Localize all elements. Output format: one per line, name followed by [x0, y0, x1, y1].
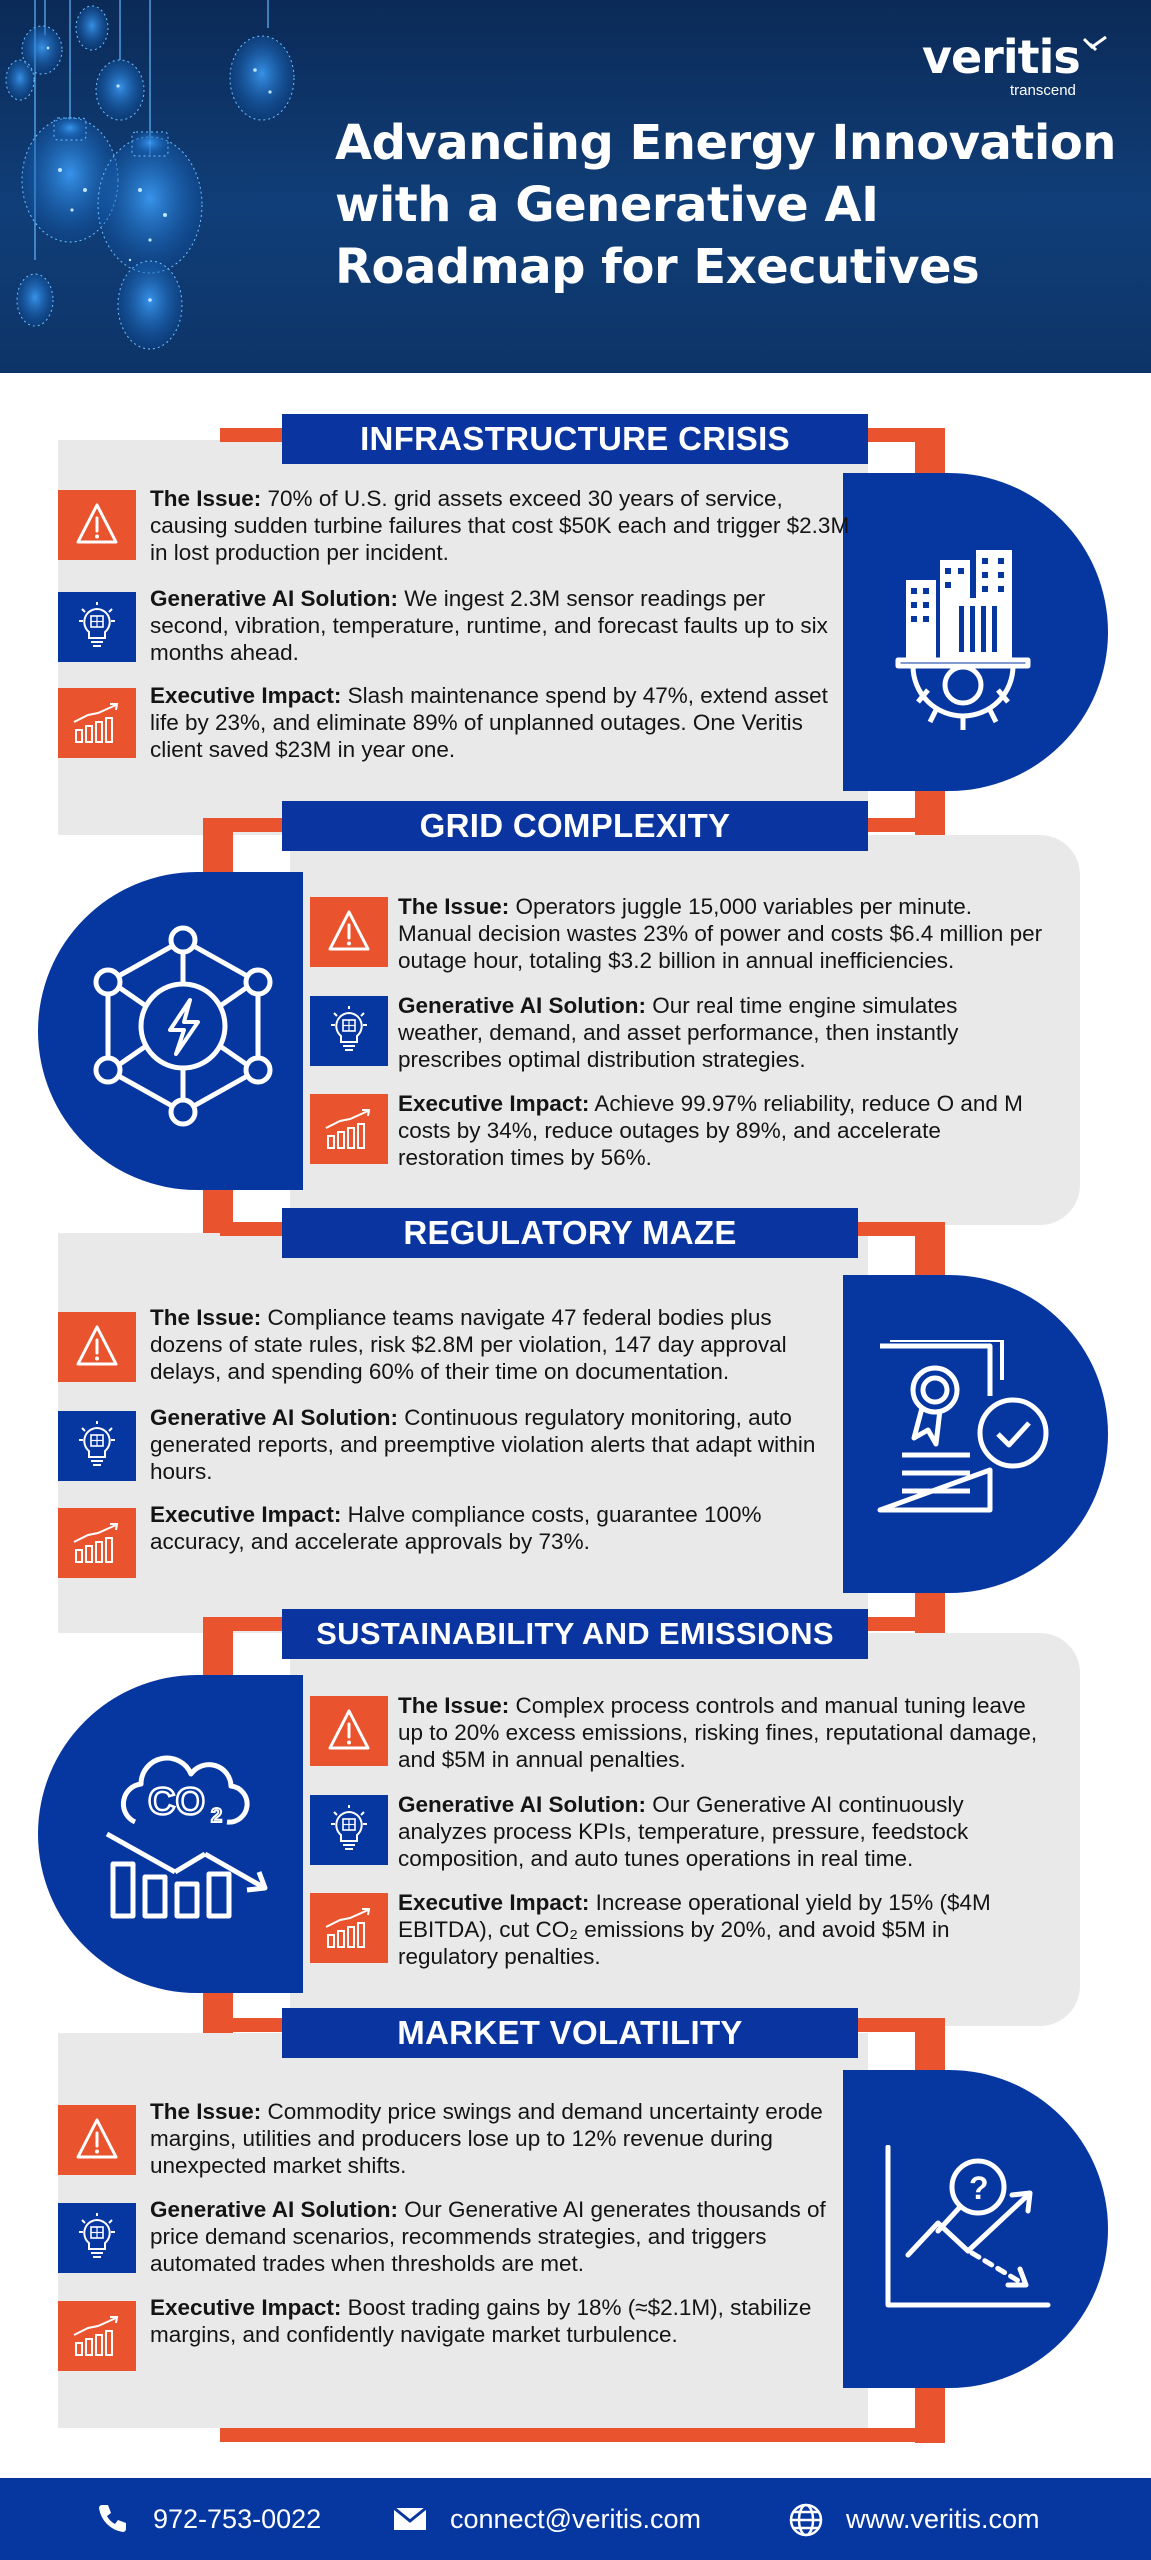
issue-warning-icon [310, 897, 388, 967]
issue-text: Complex process controls and manual tuning leave up to 20% excess emissions, risking fines, reputational damage, and $5M in annual penalties. [398, 1693, 1038, 1772]
section-grid-impact [398, 1090, 1048, 1171]
impact-text: Slash maintenance spend by 47%, extend asset life by 23%, and eliminate 89% of unplanned outages. One Veritis client saved $23M in year one. [150, 683, 828, 762]
issue-label: The Issue: [398, 894, 510, 919]
solution-bulb-icon [310, 1795, 388, 1865]
impact-text: Boost trading gains by 18% (≈$2.1M), stabilize margins, and confidently navigate market turbulence. [150, 2295, 812, 2347]
impact-label: Executive Impact: [150, 683, 342, 708]
section-infrastructure-title: INFRASTRUCTURE CRISIS [282, 414, 868, 464]
phone-icon [95, 2502, 129, 2536]
footer-website[interactable] [788, 2478, 1108, 2560]
section-grid-title: GRID COMPLEXITY [282, 801, 868, 851]
issue-text: 70% of U.S. grid assets exceed 30 years of service, causing sudden turbine failures that cost $50K each and trigger $2.3M in lost production per incident. [150, 486, 850, 565]
svg-text:CO: CO [148, 1781, 205, 1823]
issue-text: Compliance teams navigate 47 federal bodies plus dozens of state rules, risk $2.8M per violation, 147 day approval delays, and spending 60% of their time on documentation. [150, 1305, 787, 1384]
buildings-gear-icon [858, 540, 1068, 730]
impact-chart-icon [310, 1094, 388, 1164]
impact-chart-icon [58, 1508, 136, 1578]
issue-text: Operators juggle 15,000 variables per minute. Manual decision wastes 23% of power and costs $6.4 million per outage hour, totaling $3.2 billion in annual inefficiencies. [398, 894, 1043, 973]
logo-wordmark: veritis [922, 30, 1080, 84]
solution-label: Generative AI Solution: [150, 586, 398, 611]
impact-label: Executive Impact: [150, 2295, 342, 2320]
certificate-check-icon [870, 1340, 1060, 1520]
section-market-impact [150, 2294, 840, 2348]
solution-bulb-icon [310, 996, 388, 1066]
solution-label: Generative AI Solution: [398, 993, 646, 1018]
footer-contact-bar [0, 2478, 1151, 2560]
section-infrastructure-issue [150, 485, 850, 566]
issue-label: The Issue: [150, 2099, 262, 2124]
svg-text:?: ? [969, 2170, 989, 2206]
issue-label: The Issue: [398, 1693, 510, 1718]
section-sustainability-solution [398, 1791, 1048, 1872]
co2-decline-icon [105, 1752, 280, 1922]
impact-label: Executive Impact: [398, 1890, 590, 1915]
impact-chart-icon [58, 688, 136, 758]
issue-label: The Issue: [150, 1305, 262, 1330]
bulbs-illustration [0, 0, 330, 373]
solution-label: Generative AI Solution: [398, 1792, 646, 1817]
impact-text: Achieve 99.97% reliability, reduce O and M costs by 34%, reduce outages by 89%, and accelerate restoration times by 56%. [398, 1091, 1023, 1170]
section-infrastructure-solution [150, 585, 850, 666]
solution-text: We ingest 2.3M sensor readings per second, vibration, temperature, runtime, and forecast faults up to six months ahead. [150, 586, 828, 665]
section-market-solution [150, 2196, 840, 2277]
logo-tagline: transcend [1010, 82, 1076, 99]
solution-bulb-icon [58, 1411, 136, 1481]
section-grid-solution [398, 992, 1048, 1073]
section-market-issue [150, 2098, 840, 2179]
solution-text: Our Generative AI generates thousands of price demand scenarios, recommends strategies, and triggers automated trades when thresholds are met. [150, 2197, 826, 2276]
logo-chevron-icon [1082, 36, 1108, 56]
impact-text: Halve compliance costs, guarantee 100% accuracy, and accelerate approvals by 73%. [150, 1502, 762, 1554]
section-regulatory-issue [150, 1304, 840, 1385]
header-banner [0, 0, 1151, 373]
solution-label: Generative AI Solution: [150, 2197, 398, 2222]
solution-text: Our real time engine simulates weather, demand, and asset performance, then instantly prescribes optimal distribution strategies. [398, 993, 959, 1072]
section-regulatory-impact [150, 1501, 840, 1555]
section-grid-issue [398, 893, 1048, 974]
page-title: Advancing Energy Innovation with a Generative AI Roadmap for Executives [335, 115, 1116, 295]
issue-warning-icon [58, 2105, 136, 2175]
issue-label: The Issue: [150, 486, 262, 511]
website-url[interactable]: www.veritis.com [846, 2504, 1040, 2534]
orange-frame-bottom [220, 2428, 945, 2442]
section-infrastructure-impact [150, 682, 850, 763]
impact-label: Executive Impact: [398, 1091, 590, 1116]
issue-text: Commodity price swings and demand uncertainty erode margins, utilities and producers lose up to 12% revenue during unexpected market shifts. [150, 2099, 823, 2178]
veritis-logo [922, 30, 1122, 102]
impact-label: Executive Impact: [150, 1502, 342, 1527]
footer-email[interactable] [392, 2478, 752, 2560]
energy-network-icon [78, 920, 288, 1140]
section-market-title: MARKET VOLATILITY [282, 2008, 858, 2058]
section-sustainability-impact [398, 1889, 1048, 1970]
market-analysis-icon [880, 2145, 1060, 2315]
solution-bulb-icon [58, 2203, 136, 2273]
solution-label: Generative AI Solution: [150, 1405, 398, 1430]
impact-chart-icon [310, 1893, 388, 1963]
email-address[interactable]: connect@veritis.com [450, 2504, 701, 2534]
svg-text:2: 2 [211, 1805, 223, 1827]
section-sustainability-issue [398, 1692, 1048, 1773]
section-sustainability-title: SUSTAINABILITY AND EMISSIONS [282, 1609, 868, 1659]
issue-warning-icon [310, 1696, 388, 1766]
email-icon [392, 2502, 428, 2536]
issue-warning-icon [58, 490, 136, 560]
section-regulatory-title: REGULATORY MAZE [282, 1208, 858, 1258]
impact-text: Increase operational yield by 15% ($4M EBITDA), cut CO₂ emissions by 20%, and avoid $5M in regulatory penalties. [398, 1890, 991, 1969]
section-regulatory-solution [150, 1404, 840, 1485]
issue-warning-icon [58, 1312, 136, 1382]
solution-text: Our Generative AI continuously analyzes process KPIs, temperature, pressure, feedstock composition, and auto tunes operations in real time. [398, 1792, 969, 1871]
solution-text: Continuous regulatory monitoring, auto generated reports, and preemptive violation alerts that adapt within hours. [150, 1405, 816, 1484]
phone-number[interactable]: 972-753-0022 [153, 2504, 322, 2534]
solution-bulb-icon [58, 592, 136, 662]
impact-chart-icon [58, 2301, 136, 2371]
globe-icon [788, 2502, 824, 2538]
footer-phone[interactable] [95, 2478, 375, 2560]
